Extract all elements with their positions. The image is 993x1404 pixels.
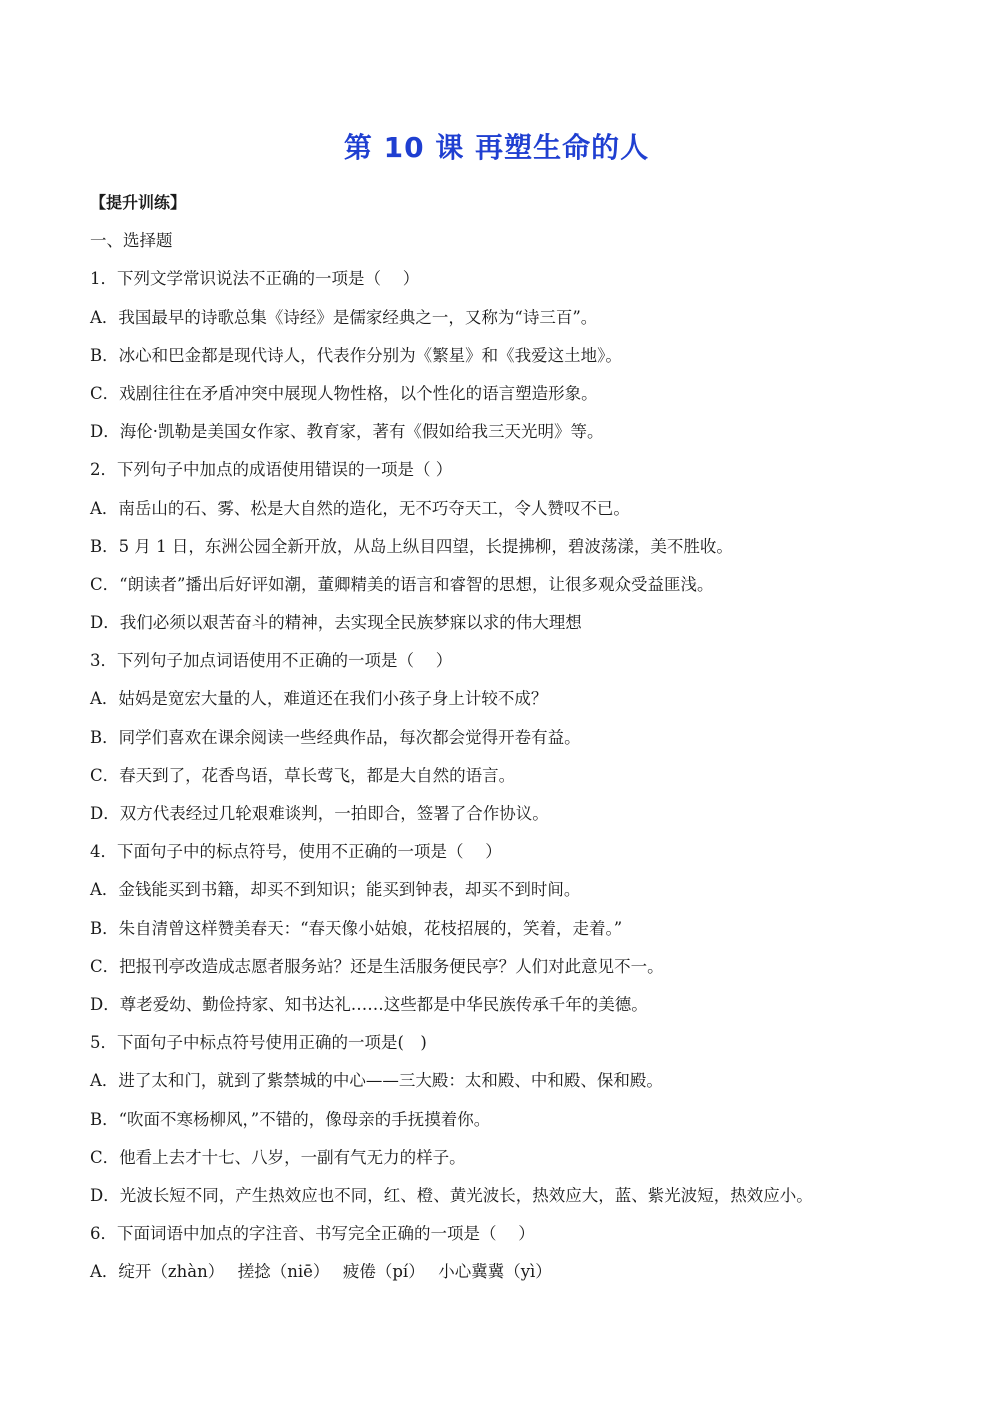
question-1-stem: 1．下列文学常识说法不正确的一项是（ ） xyxy=(90,269,420,289)
question-4-option-d: D．尊老爱幼、勤俭持家、知书达礼……这些都是中华民族传承千年的美德。 xyxy=(90,994,648,1014)
exercise-content xyxy=(90,188,890,1295)
question-5-option-a: A．进了太和门，就到了紫禁城的中心——三大殿：太和殿、中和殿、保和殿。 xyxy=(90,1071,663,1091)
question-4-option-c: C．把报刊亭改造成志愿者服务站？还是生活服务便民亭？人们对此意见不一。 xyxy=(90,956,664,976)
question-1-option-b: B．冰心和巴金都是现代诗人，代表作分别为《繁星》和《我爱这土地》。 xyxy=(90,345,622,365)
question-5-option-c: C．他看上去才十七、八岁，一副有气无力的样子。 xyxy=(90,1147,466,1167)
question-3-option-c: C．春天到了，花香鸟语，草长莺飞，都是大自然的语言。 xyxy=(90,765,516,785)
question-2-option-b: B．5 月 1 日，东洲公园全新开放，从岛上纵目四望，长提拂柳，碧波荡漾，美不胜收。 xyxy=(90,536,733,556)
question-5-option-d: D．光波长短不同，产生热效应也不同，红、橙、黄光波长，热效应大，蓝、紫光波短，热效应小。 xyxy=(90,1185,813,1205)
section-label-line xyxy=(90,188,890,226)
question-2-option-d: D．我们必须以艰苦奋斗的精神，去实现全民族梦寐以求的伟大理想 xyxy=(90,613,582,633)
question-4-stem: 4．下面句子中的标点符号，使用不正确的一项是（ ） xyxy=(90,842,502,862)
question-6-option-a: A．绽开（zhàn） 搓捻（niē） 疲倦（pí） 小心冀冀（yì） xyxy=(90,1262,552,1282)
question-3-option-d: D．双方代表经过几轮艰难谈判，一拍即合，签署了合作协议。 xyxy=(90,804,549,823)
question-1-option-a: A．我国最早的诗歌总集《诗经》是儒家经典之一，又称为“诗三百”。 xyxy=(90,307,598,327)
question-4-option-b: B．朱自清曾这样赞美春天：“春天像小姑娘，花枝招展的，笑着，走着。” xyxy=(90,918,623,938)
question-3-option-b: B．同学们喜欢在课余阅读一些经典作品，每次都会觉得开卷有益。 xyxy=(90,727,581,747)
page-title: 第 10 课 再塑生命的人 xyxy=(343,131,650,164)
section-title: 一、选择题 xyxy=(90,231,173,251)
question-6-stem: 6．下面词语中加点的字注音、书写完全正确的一项是（ ） xyxy=(90,1224,535,1244)
question-3-option-a: A．姑妈是宽宏大量的人，难道还在我们小孩子身上计较不成？ xyxy=(90,689,548,709)
question-3-stem: 3．下列句子加点词语使用不正确的一项是（ ） xyxy=(90,651,453,671)
section-title-line xyxy=(90,226,890,264)
question-1-option-c: C．戏剧往往在矛盾冲突中展现人物性格，以个性化的语言塑造形象。 xyxy=(90,383,598,403)
question-5-option-b: B．“吹面不寒杨柳风，”不错的，像母亲的手抚摸着你。 xyxy=(90,1109,491,1129)
question-1-option-d: D．海伦·凯勒是美国女作家、教育家，著有《假如给我三天光明》等。 xyxy=(90,422,604,442)
section-label: 【提升训练】 xyxy=(90,193,187,212)
question-2-stem: 2．下列句子中加点的成语使用错误的一项是（ ） xyxy=(90,460,453,480)
question-2-option-c: C．“朗读者”播出后好评如潮，董卿精美的语言和睿智的思想，让很多观众受益匪浅。 xyxy=(90,574,714,594)
question-2-option-a: A．南岳山的石、雾、松是大自然的造化，无不巧夺天工，令人赞叹不已。 xyxy=(90,498,630,518)
question-5-stem: 5．下面句子中标点符号使用正确的一项是( ) xyxy=(90,1033,427,1053)
question-4-option-a: A．金钱能买到书籍，却买不到知识；能买到钟表，却买不到时间。 xyxy=(90,880,581,900)
